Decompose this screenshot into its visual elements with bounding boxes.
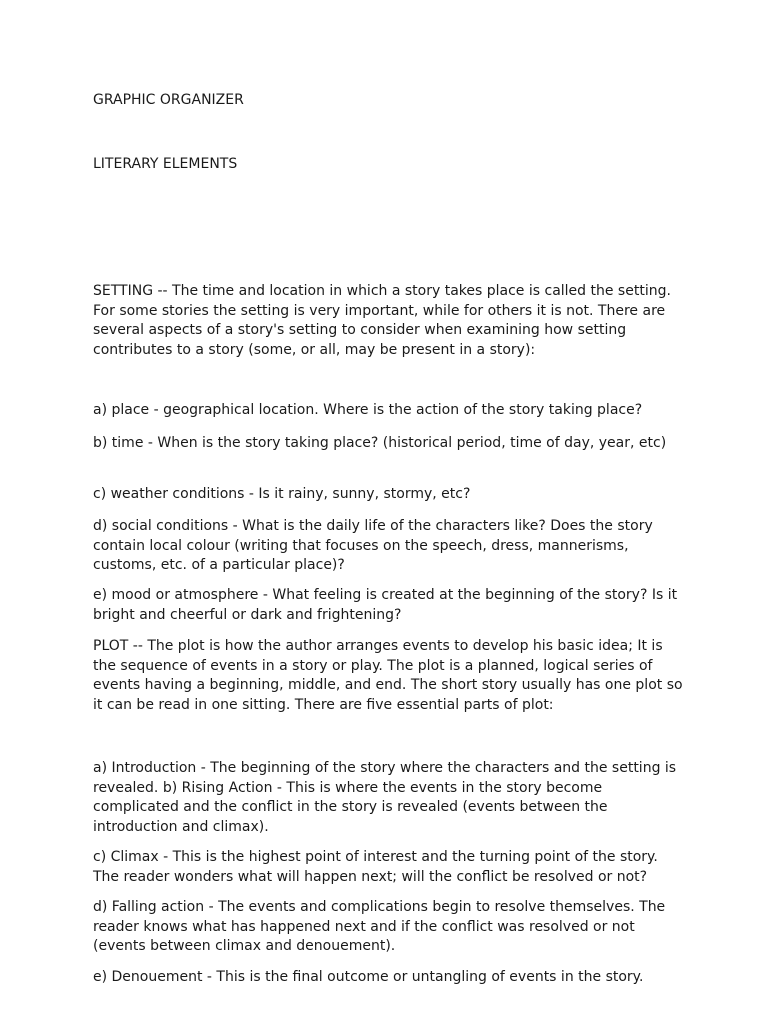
plot-item-falling-action: d) Falling action - The events and complications begin to resolve themselves. The reader knows what has happened next and if the conflict was resolved or not (events between climax and denouement). <box>93 899 666 954</box>
document-title: GRAPHIC ORGANIZER <box>93 92 244 108</box>
setting-item-time: b) time - When is the story taking place? (historical period, time of day, year, etc) <box>93 435 667 451</box>
plot-item-introduction-rising-action: a) Introduction - The beginning of the story where the characters and the setting is revealed. b) Rising Action - This is where the events in the story become complicated and the conflict in the story is revealed (events between the introduction and climax). <box>93 760 677 835</box>
setting-item-place: a) place - geographical location. Where is the action of the story taking place? <box>93 402 643 418</box>
setting-intro-paragraph: SETTING -- The time and location in which a story takes place is called the setting. For some stories the setting is very important, while for others it is not. There are several aspects of a story's setting to consider when examining how setting contributes to a story (some, or all, may be present in a story): <box>93 283 671 358</box>
plot-item-denouement: e) Denouement - This is the final outcome or untangling of events in the story. <box>93 969 644 985</box>
setting-item-mood: e) mood or atmosphere - What feeling is created at the beginning of the story? Is it bright and cheerful or dark and frightening? <box>93 587 678 623</box>
plot-intro-paragraph: PLOT -- The plot is how the author arranges events to develop his basic idea; It is the sequence of events in a story or play. The plot is a planned, logical series of events having a beginning, middle, and end. The short story usually has one plot so it can be read in one sitting. There are five essential parts of plot: <box>93 638 683 713</box>
setting-item-weather: c) weather conditions - Is it rainy, sunny, stormy, etc? <box>93 486 471 502</box>
document-subtitle: LITERARY ELEMENTS <box>93 156 238 172</box>
plot-item-climax: c) Climax - This is the highest point of interest and the turning point of the story. The reader wonders what will happen next; will the conflict be resolved or not? <box>93 849 658 885</box>
setting-item-social-conditions: d) social conditions - What is the daily life of the characters like? Does the story contain local colour (writing that focuses on the speech, dress, mannerisms, customs, etc. of a particular place)? <box>93 518 653 573</box>
